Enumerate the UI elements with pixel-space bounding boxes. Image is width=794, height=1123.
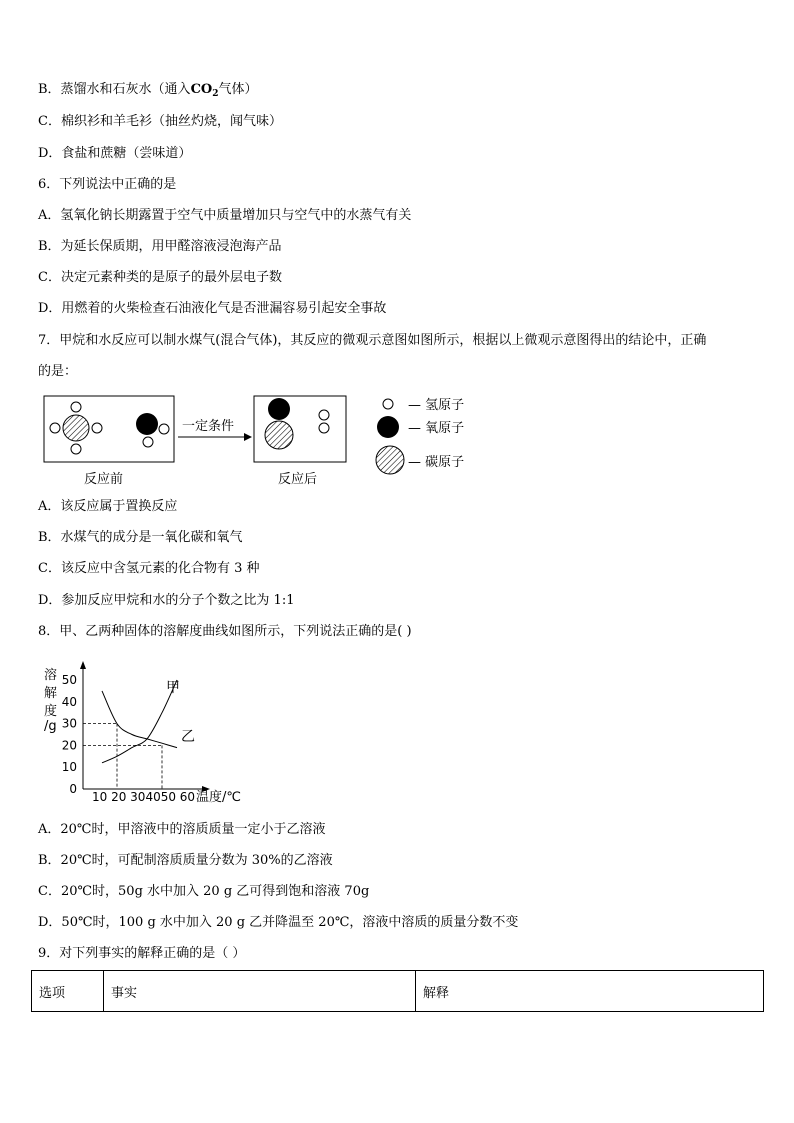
- q8-option-a: A．20℃时，甲溶液中的溶质质量一定小于乙溶液: [38, 822, 326, 837]
- q6-option-a: A．氢氧化钠长期露置于空气中质量增加只与空气中的水蒸气有关: [38, 208, 412, 223]
- hydrogen-atom: [319, 423, 329, 433]
- solubility-chart: [30, 655, 260, 813]
- y-axis-arrow-icon: [80, 661, 86, 669]
- q7-option-a: A．该反应属于置换反应: [38, 499, 178, 514]
- legend-carbon-label: — 碳原子: [408, 455, 465, 470]
- oxygen-atom: [136, 413, 158, 435]
- y-tick-label: 0: [69, 782, 77, 796]
- legend-oxygen-label: — 氧原子: [408, 421, 465, 436]
- hydrogen-atom: [319, 410, 329, 420]
- y-tick-label: 10: [61, 760, 77, 775]
- series-yi-curve: [102, 691, 177, 748]
- carbon-atom: [265, 421, 293, 449]
- y-axis-label: [44, 667, 57, 734]
- q7-reaction-diagram: [40, 392, 480, 492]
- q7-option-b: B．水煤气的成分是一氧化碳和氧气: [38, 530, 243, 545]
- q8-option-d: D．50℃时，100 g 水中加入 20 g 乙并降温至 20℃，溶液中溶质的质量分数不变: [38, 915, 519, 930]
- table-header-cell: 选项: [32, 971, 104, 1012]
- series-yi-label: 乙: [181, 729, 195, 745]
- q7-option-d: D．参加反应甲烷和水的分子个数之比为 1:1: [38, 593, 295, 608]
- y-tick-label: 50: [61, 673, 77, 687]
- q8-option-b: B．20℃时，可配制溶质质量分数为 30%的乙溶液: [38, 853, 333, 868]
- hydrogen-atom: [92, 423, 102, 433]
- x-tick-labels: 10 20 304050 60: [92, 790, 196, 804]
- series-jia-label: 甲: [166, 680, 180, 696]
- carbon-atom: [63, 415, 89, 441]
- arrow-head-icon: [244, 433, 252, 441]
- table-header-row: [32, 971, 764, 1012]
- table-header-cell: 事实: [104, 971, 416, 1012]
- q5-option-d: D．食盐和蔗糖（尝味道）: [38, 146, 192, 161]
- q5-option-b-subscript: 2: [212, 89, 219, 99]
- q6-option-d: D．用燃着的火柴检查石油液化气是否泄漏容易引起安全事故: [38, 301, 387, 316]
- y-tick-label: 20: [61, 738, 77, 753]
- q9-table: [31, 970, 764, 1012]
- hydrogen-atom: [71, 444, 81, 454]
- arrow-label: 一定条件: [182, 419, 235, 434]
- q7-stem-line1: 7．甲烷和水反应可以制水煤气(混合气体)，其反应的微观示意图如图所示，根据以上微观示意图得出的结论中，正确: [38, 333, 707, 348]
- hydrogen-atom: [143, 437, 153, 447]
- hydrogen-atom: [159, 424, 169, 434]
- q6-option-b: B．为延长保质期，用甲醛溶液浸泡海产品: [38, 239, 282, 254]
- hydrogen-atom: [71, 402, 81, 412]
- q5-option-b-formula: CO: [190, 82, 213, 97]
- q5-option-b-text: B．蒸馏水和石灰水（通入: [38, 82, 191, 97]
- table-header-cell: 解释: [416, 971, 764, 1012]
- legend-hydrogen-label: — 氢原子: [408, 398, 465, 413]
- y-axis-label-char: 溶: [44, 668, 58, 683]
- before-label: 反应前: [84, 472, 124, 487]
- q9-stem: 9．对下列事实的解释正确的是（ ）: [38, 946, 246, 961]
- legend-oxygen-icon: [377, 416, 399, 438]
- legend-hydrogen-icon: [383, 399, 393, 409]
- oxygen-atom: [268, 398, 290, 420]
- hydrogen-atom: [50, 423, 60, 433]
- q6-option-c: C．决定元素种类的是原子的最外层电子数: [38, 270, 282, 285]
- y-axis-label-char: 度: [44, 704, 58, 719]
- q8-option-c: C．20℃时，50g 水中加入 20 g 乙可得到饱和溶液 70g: [38, 884, 370, 899]
- y-tick-label: 40: [61, 694, 77, 709]
- q8-stem: 8．甲、乙两种固体的溶解度曲线如图所示，下列说法正确的是( ): [38, 624, 412, 639]
- guide-lines: [83, 724, 162, 789]
- y-axis-label-char: 解: [44, 686, 58, 701]
- y-tick-labels: [62, 673, 77, 796]
- legend-carbon-icon: [376, 446, 404, 474]
- q5-option-b: [38, 82, 258, 102]
- x-axis-label: 温度/℃: [196, 790, 241, 805]
- q5-option-b-text-end: 气体）: [218, 82, 258, 97]
- y-axis-label-char: /g: [44, 719, 57, 734]
- after-label: 反应后: [278, 472, 318, 487]
- q6-stem: 6．下列说法中正确的是: [38, 177, 177, 192]
- q7-stem-line2: 的是：: [38, 364, 78, 379]
- y-tick-label: 30: [61, 716, 77, 731]
- q7-option-c: C．该反应中含氢元素的化合物有 3 种: [38, 561, 260, 576]
- q5-option-c: C．棉织衫和羊毛衫（抽丝灼烧，闻气味）: [38, 114, 282, 129]
